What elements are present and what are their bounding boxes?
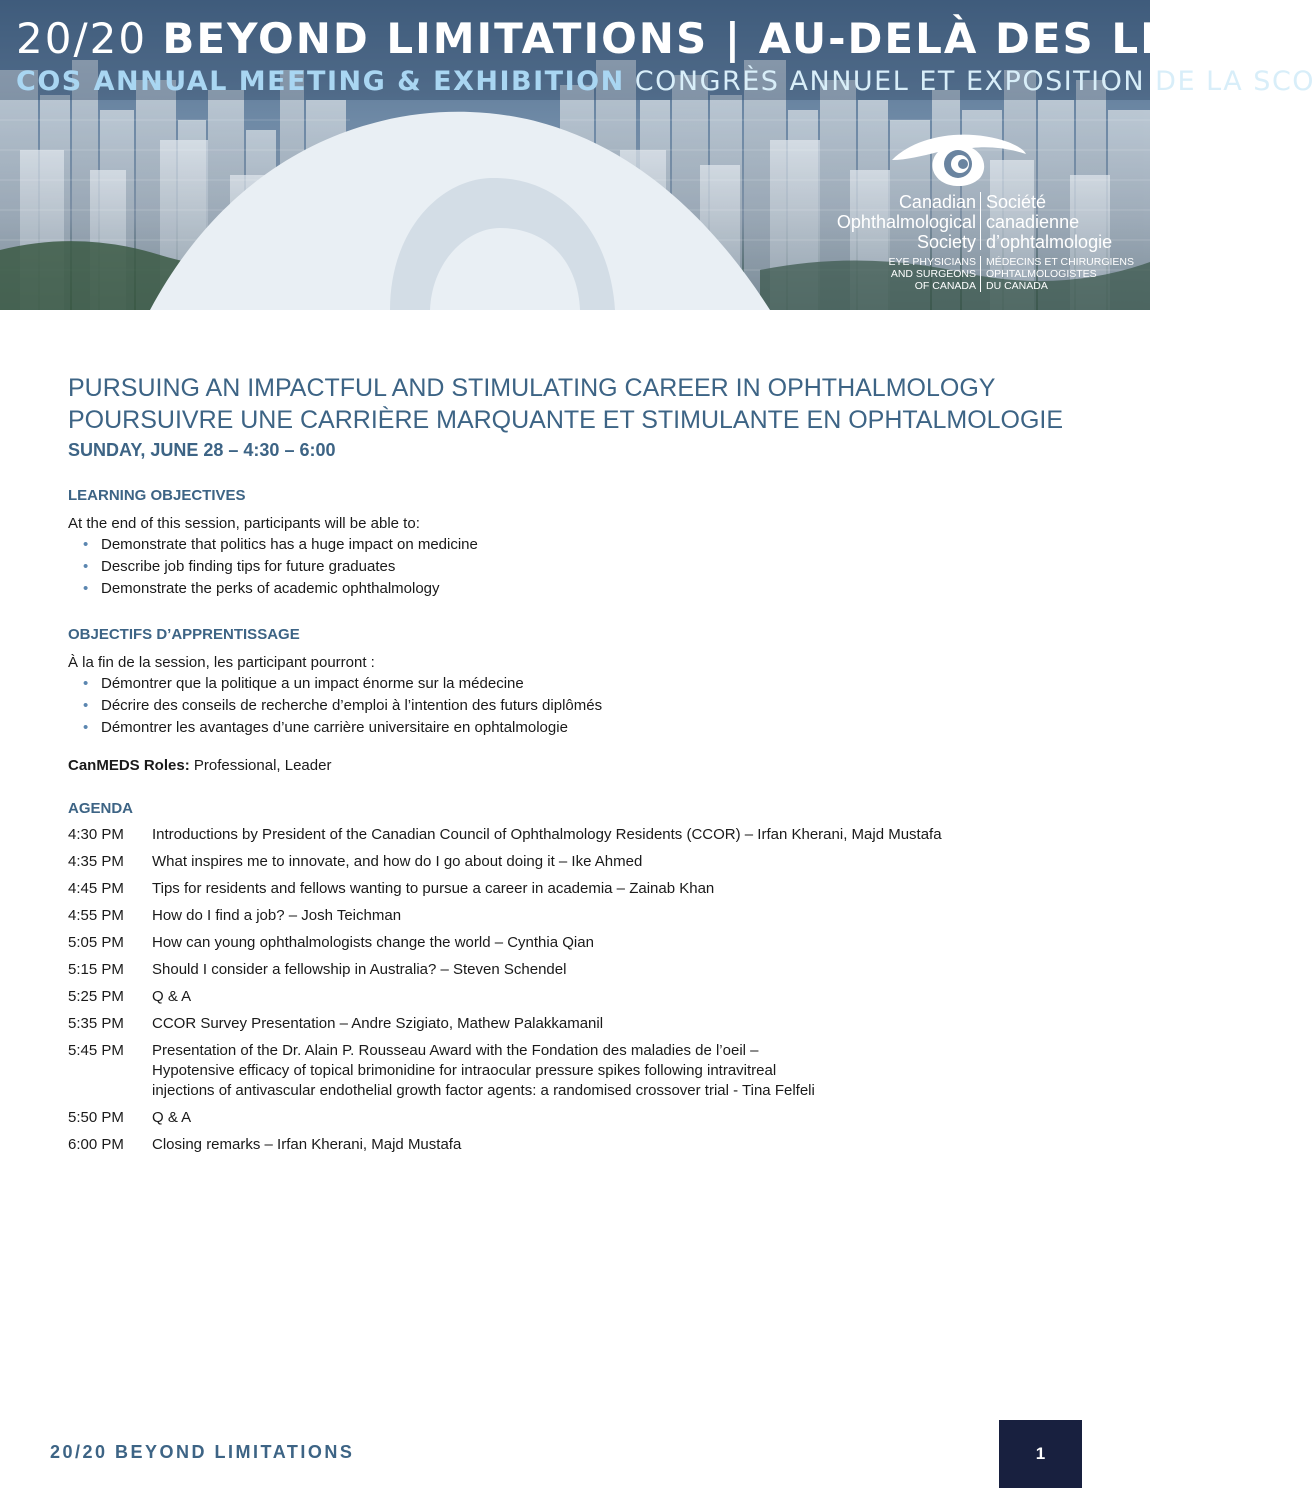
bullet-icon: •: [83, 719, 89, 736]
org-tagline-en-line: OF CANADA: [914, 280, 976, 292]
cos-logo: [836, 128, 1136, 298]
bullet-icon: •: [83, 536, 89, 553]
agenda-time: 4:45 PM: [68, 880, 124, 897]
agenda-row: [68, 906, 942, 933]
agenda-description-line: How do I find a job? – Josh Teichman: [152, 907, 402, 924]
agenda-description-line: What inspires me to innovate, and how do I go about doing it – Ike Ahmed: [152, 853, 643, 870]
org-name-en-line: Ophthalmological: [836, 212, 976, 232]
agenda-row: [68, 852, 942, 879]
list-item: [83, 673, 1108, 695]
agenda-description: [152, 906, 942, 933]
agenda-row: [68, 1135, 942, 1162]
agenda-time: 5:25 PM: [68, 988, 124, 1005]
agenda-table: [68, 825, 942, 1162]
agenda-description-line: Closing remarks – Irfan Kherani, Majd Mustafa: [152, 1136, 462, 1153]
objectives-fr-intro: À la fin de la session, les participant pourront :: [68, 654, 375, 671]
list-item-text: Demonstrate that politics has a huge impact on medicine: [101, 536, 478, 553]
org-tagline-fr-line: MÉDECINS ET CHIRURGIENS: [986, 256, 1134, 268]
agenda-description: [152, 1014, 942, 1041]
org-tagline-fr-line: OPHTALMOLOGISTES: [986, 268, 1097, 280]
session-content: [68, 372, 1108, 1162]
agenda-description-line: Introductions by President of the Canadian Council of Ophthalmology Residents (CCOR) – Irfan Kherani, Majd Mustafa: [152, 826, 942, 843]
org-tagline-en-line: EYE PHYSICIANS: [888, 256, 976, 268]
footer-title: 20/20 BEYOND LIMITATIONS: [50, 1442, 355, 1462]
agenda-description-line: Tips for residents and fellows wanting to pursue a career in academia – Zainab Khan: [152, 880, 715, 897]
agenda-time: 4:30 PM: [68, 826, 124, 843]
list-item: [83, 717, 1108, 739]
agenda-time: 5:35 PM: [68, 1015, 124, 1032]
list-item: [83, 695, 1108, 717]
bullet-icon: •: [83, 580, 89, 597]
org-name-en-line: Canadian: [898, 192, 976, 212]
objectives-fr-heading: OBJECTIFS D’APPRENTISSAGE: [68, 626, 300, 643]
agenda-description: [152, 879, 942, 906]
agenda-time: 5:05 PM: [68, 934, 124, 951]
header-banner: [0, 0, 1315, 310]
agenda-row: [68, 960, 942, 987]
org-name-en-line: Society: [916, 232, 976, 252]
canmeds-roles: [68, 757, 1108, 774]
agenda-description: [152, 960, 942, 987]
list-item-text: Démontrer les avantages d’une carrière universitaire en ophtalmologie: [101, 719, 568, 736]
agenda-description-line: How can young ophthalmologists change the world – Cynthia Qian: [152, 934, 594, 951]
list-item-text: Demonstrate the perks of academic ophthalmology: [101, 580, 440, 597]
canmeds-label: CanMEDS Roles:: [68, 757, 190, 774]
banner-subtitle-en: COS ANNUAL MEETING & EXHIBITION: [16, 66, 625, 97]
canmeds-value: Professional, Leader: [193, 757, 332, 774]
agenda-description: [152, 852, 942, 879]
agenda-time: 5:50 PM: [68, 1109, 124, 1126]
agenda-description-line: Should I consider a fellowship in Australia? – Steven Schendel: [152, 961, 567, 978]
session-title-en: PURSUING AN IMPACTFUL AND STIMULATING CAREER IN OPHTHALMOLOGY: [68, 374, 996, 402]
org-tagline-fr: [986, 256, 1146, 292]
session-title-fr: POURSUIVRE UNE CARRIÈRE MARQUANTE ET STIMULANTE EN OPHTALMOLOGIE: [68, 406, 1064, 434]
agenda-description-line: Q & A: [152, 1109, 192, 1126]
objectives-en-heading: LEARNING OBJECTIVES: [68, 487, 246, 504]
eye-logo-icon: [888, 128, 1028, 188]
agenda-description: [152, 987, 942, 1014]
agenda-heading: AGENDA: [68, 800, 134, 817]
bullet-icon: •: [83, 697, 89, 714]
banner-title-thin: 20/20: [16, 14, 148, 63]
agenda-description-line: Q & A: [152, 988, 192, 1005]
banner-subtitle: [16, 66, 1315, 97]
agenda-row: [68, 1014, 942, 1041]
agenda-row: [68, 825, 942, 852]
logo-divider: [980, 192, 981, 250]
banner-title-bold: BEYOND LIMITATIONS | AU-DELÀ DES LIMITES: [162, 14, 1313, 63]
org-name-fr-line: Société: [986, 192, 1047, 212]
banner-title: [16, 14, 1313, 63]
agenda-description-line: Presentation of the Dr. Alain P. Rousseau Award with the Fondation des maladies de l’oeil –: [152, 1042, 759, 1059]
list-item-text: Décrire des conseils de recherche d’emploi à l’intention des futurs diplômés: [101, 697, 603, 714]
list-item: [83, 556, 1108, 578]
agenda-description-line: CCOR Survey Presentation – Andre Szigiato, Mathew Palakkamanil: [152, 1015, 604, 1032]
agenda-description: [152, 825, 942, 852]
agenda-row: [68, 879, 942, 906]
logo-divider: [980, 256, 981, 292]
agenda-description: [152, 933, 942, 960]
objectives-en-intro: At the end of this session, participants will be able to:: [68, 515, 420, 532]
list-item-text: Démontrer que la politique a un impact énorme sur la médecine: [101, 675, 524, 692]
bullet-icon: •: [83, 675, 89, 692]
agenda-time: 6:00 PM: [68, 1136, 124, 1153]
list-item-text: Describe job finding tips for future graduates: [101, 558, 396, 575]
agenda-row: [68, 933, 942, 960]
agenda-row: [68, 987, 942, 1014]
org-name-fr-line: canadienne: [986, 212, 1080, 232]
session-title: [68, 372, 1108, 436]
agenda-time: 4:55 PM: [68, 907, 124, 924]
org-tagline-fr-line: DU CANADA: [986, 280, 1048, 292]
org-tagline-en: [836, 256, 976, 292]
list-item: [83, 534, 1108, 556]
agenda-description: [152, 1108, 942, 1135]
list-item: [83, 578, 1108, 600]
org-name-en: [836, 192, 976, 252]
org-name-fr: [986, 192, 1136, 252]
objectives-en-list: [68, 534, 1108, 600]
agenda-description: [152, 1135, 942, 1162]
agenda-row: [68, 1041, 942, 1108]
session-date: SUNDAY, JUNE 28 – 4:30 – 6:00: [68, 440, 336, 460]
agenda-description: [152, 1041, 942, 1108]
agenda-description-line: Hypotensive efficacy of topical brimonidine for intraocular pressure spikes following intravitreal: [152, 1062, 777, 1079]
banner-subtitle-fr: CONGRÈS ANNUEL ET EXPOSITION DE LA SCO: [634, 66, 1315, 97]
bullet-icon: •: [83, 558, 89, 575]
agenda-description-line: injections of antivascular endothelial growth factor agents: a randomised crossover trial - Tina Felfeli: [152, 1082, 815, 1099]
page-number: 1: [999, 1420, 1082, 1488]
agenda-time: 5:45 PM: [68, 1042, 124, 1059]
agenda-time: 5:15 PM: [68, 961, 124, 978]
objectives-fr-list: [68, 673, 1108, 739]
org-tagline-en-line: AND SURGEONS: [890, 268, 976, 280]
org-name-fr-line: d’ophtalmologie: [986, 232, 1113, 252]
agenda-row: [68, 1108, 942, 1135]
agenda-time: 4:35 PM: [68, 853, 124, 870]
